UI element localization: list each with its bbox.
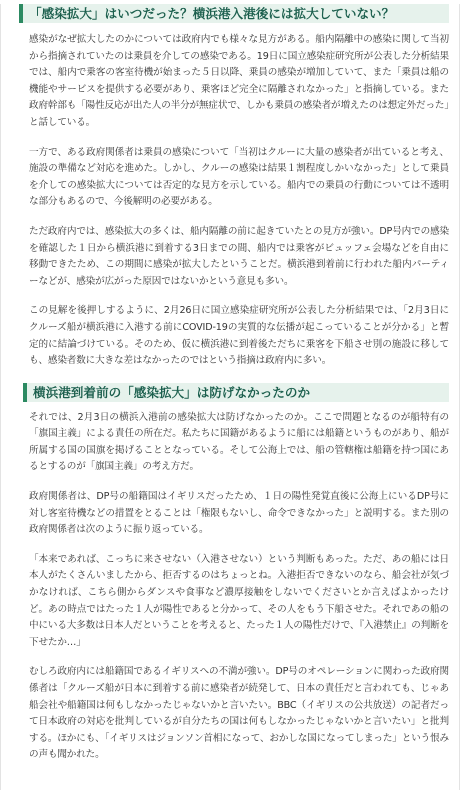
article-paragraph: 感染がなぜ拡大したのかについては政府内でも様々な見方がある。船内隔離中の感染に関して当初から指摘されていたのは乗員を介しての感染である。19日に国立感染症研究所が公表した分析結果では、船内で乗客の客室待機が始まった５日以降、乗員の感染が増加していて、また「乗員は船の機能やサービスを提供する必要があり、乗客ほど完全に隔離されなかった」と指摘している。また政府幹部も「陽性反応が出た人の半分が無症状で、しかも乗員の感染者が増えたのは想定外だった」と話している。 [29, 34, 449, 128]
article-page [0, 4, 460, 790]
article-paragraph: むしろ政府内には船籍国であるイギリスへの不満が強い。DP号のオペレーションに関わった政府関係者は「クルーズ船が日本に到着する前に感染者が続発して、日本の責任だと言われても、じゃあ船会社や船籍国は何もしなかったじゃないかと言いたい。BBC（イギリスの公共放送）の記者だって日本政府の対応を批判しているが自分たちの国は何もしなかったじゃないかと言いたい」と批判する。ほかにも、「イギリスはジョンソン首相になって、おかしな国になってしまった」という恨みの声も聞かれた。 [29, 666, 449, 761]
article-paragraph: ただ政府内では、感染拡大の多くは、船内隔離の前に起きていたとの見方が強い。DP号内での感染を確認した１日から横浜港に到着する3日までの間、船内では乗客がビュッフェ会場などを自由に移動できたため、この期間に感染が拡大したということだ。横浜港到着前に行われた船内パーティーなどが、感染が広がった原因ではないかという意見も多い。 [29, 225, 449, 287]
article-paragraph: この見解を後押しするように、2月26日に国立感染症研究所が公表した分析結果では、「2月3日にクルーズ船が横浜港に入港する前にCOVID-19の実質的な伝播が起こっていることが分かる」と暫定的に結論づけている。そのため、仮に横浜港に到着後ただちに乗客を下船させ別の施設に移しても、感染者数に大きな差はなかったのではという指摘は政府内に多い。 [29, 305, 449, 367]
section-heading-before-arrival: 横浜港到着前の「感染拡大」は防げなかったのか [23, 383, 449, 402]
quoted-statement: 「本来であれば、こっちに来させない（入港させない）という判断もあった。ただ、あの船には日本人がたくさんいましたから、拒否するのはちょっとね。入港拒否できないのなら、船会社が気づかなければ、こちら側からダンスや食事など濃厚接触をしないでくださいとか言えばよかったけど。あの時点ではたった１人が陽性であると分かって、その人をもう下船させた。それであの船の中にいる大多数は日本人だということを考えると、たった１人の陽性だけで、『入港禁止』の判断を下せたか…」 [29, 553, 449, 648]
article-paragraph: それでは、2月3日の横浜入港前の感染拡大は防げなかったのか。ここで問題となるのが船特有の「旗国主義」による責任の所在だ。私たちに国籍があるように船には船籍というものがあり、船が所属する国の国旗を掲げることとなっている。そして公海上では、船の管轄権は船籍を持つ国にあるとするのが「旗国主義」の考え方だ。 [29, 411, 449, 473]
section-heading-infection-spread: 「感染拡大」はいつだった？横浜港入港後には拡大していない？ [19, 4, 449, 23]
article-paragraph: 一方で、ある政府関係者は乗員の感染について「当初はクルーに大量の感染者が出ていると考え、施設の準備など対応を進めた。しかし、クルーの感染は結果１割程度しかいなかった」として乗員を介しての感染拡大については否定的な見方を示している。船内での乗員の行動については不透明な部分もあるので、今後解明の必要がある。 [29, 146, 449, 208]
article-paragraph: 政府関係者は、DP号の船籍国はイギリスだったため、１日の陽性発覚直後に公海上にいるDP号に対し客室待機などの措置をとることは「権限もないし、命令できなかった」と説明する。また別の政府関係者は次のように振り返っている。 [29, 491, 449, 536]
